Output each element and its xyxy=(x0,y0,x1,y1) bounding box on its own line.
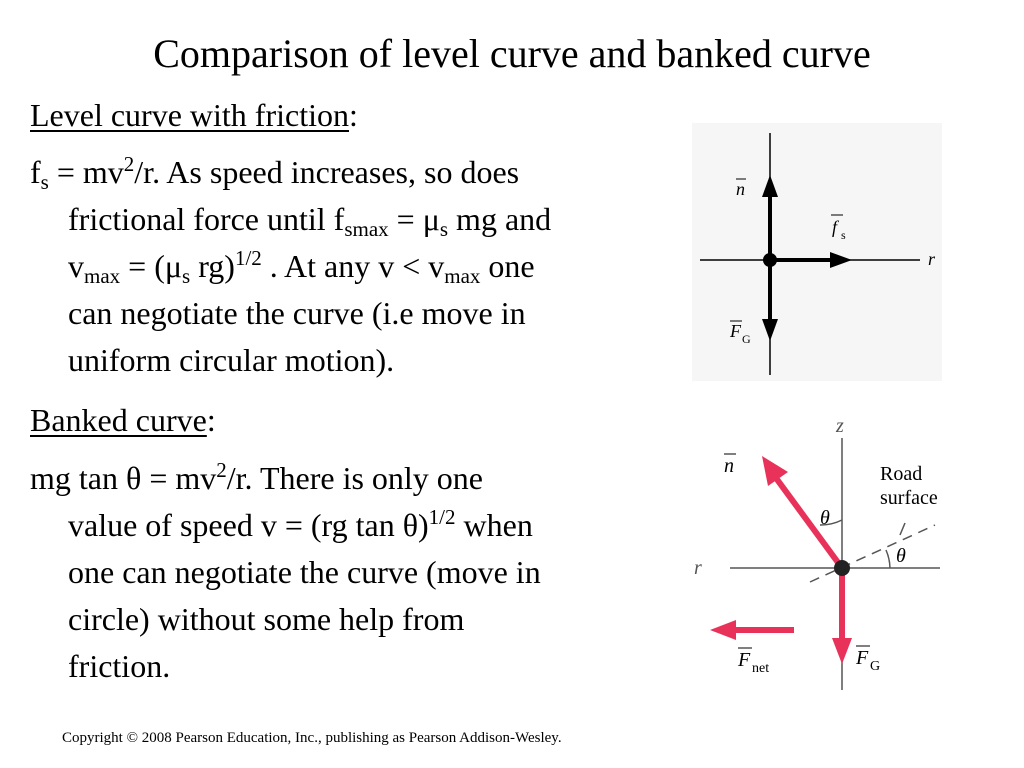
gravity-force-subscript: G xyxy=(870,659,881,674)
banked-line-2 xyxy=(30,502,541,549)
text-f: f xyxy=(30,154,41,190)
level-line-2 xyxy=(30,196,551,243)
sup-half: 1/2 xyxy=(234,246,262,270)
friction-force-label: f xyxy=(832,217,838,237)
level-curve-diagram xyxy=(692,123,942,381)
banked-curve-paragraph xyxy=(30,455,541,690)
text-mg-and: mg and xyxy=(448,201,552,237)
text-when: when xyxy=(455,507,533,543)
figure-overlap-mask xyxy=(648,505,688,595)
gravity-force-label: F xyxy=(730,321,741,341)
slide-title: Comparison of level curve and banked curve xyxy=(153,31,871,76)
level-curve-svg xyxy=(692,123,942,381)
banked-curve-heading-text: Banked curve xyxy=(30,402,207,438)
gravity-force-arrowhead xyxy=(832,638,852,664)
sub-s: s xyxy=(439,217,449,241)
gravity-force-label: F xyxy=(856,647,869,669)
level-curve-heading-colon: : xyxy=(348,97,358,133)
sub-s: s xyxy=(182,264,191,288)
sub-s: s xyxy=(40,170,49,194)
level-line-4: can negotiate the curve (i.e move in xyxy=(68,295,526,331)
sup-2: 2 xyxy=(216,458,227,482)
level-line-5: uniform circular motion). xyxy=(68,342,395,378)
banked-line-4: circle) without some help from xyxy=(68,601,465,637)
gravity-force-arrowhead xyxy=(762,319,778,341)
friction-force-arrowhead xyxy=(830,252,852,268)
level-line-3 xyxy=(30,243,551,290)
r-axis-label: r xyxy=(694,557,702,579)
text-at-any-v: . At any v < v xyxy=(261,248,445,284)
road-label-pointer xyxy=(900,523,905,535)
text-rg: rg) xyxy=(190,248,235,284)
text-v: v xyxy=(68,248,84,284)
net-force-label: F xyxy=(738,649,751,671)
text-mg-tan: mg tan θ = mv xyxy=(30,460,217,496)
normal-force-arrowhead xyxy=(762,175,778,197)
text-frictional-force: frictional force until f xyxy=(68,201,345,237)
net-force-arrowhead xyxy=(710,620,736,640)
theta-arc-surface xyxy=(886,550,890,568)
z-axis-label: z xyxy=(836,415,844,437)
banked-line-1 xyxy=(30,455,541,502)
normal-force-label: n xyxy=(724,455,734,477)
copyright-footer: Copyright © 2008 Pearson Education, Inc., publishing as Pearson Addison-Wesley. xyxy=(62,730,562,746)
gravity-force-subscript: G xyxy=(742,332,751,346)
theta-label-normal: θ xyxy=(820,507,830,529)
banked-curve-diagram xyxy=(690,410,980,700)
section-heading-level-curve xyxy=(30,95,358,135)
figure-overlap-mask xyxy=(677,154,689,334)
sup-half: 1/2 xyxy=(428,505,456,529)
text-speed-increases: /r. As speed increases, so does xyxy=(134,154,520,190)
r-axis-label: r xyxy=(928,249,936,269)
level-line-1 xyxy=(30,149,551,196)
road-surface-label-line1: Road xyxy=(880,463,923,485)
section-heading-banked-curve xyxy=(30,400,216,440)
friction-force-subscript: s xyxy=(841,228,846,242)
sub-max: max xyxy=(444,264,481,288)
level-curve-heading-text: Level curve with friction xyxy=(30,97,349,133)
normal-force-label: n xyxy=(736,179,745,199)
object-dot xyxy=(763,253,777,267)
banked-curve-heading-colon: : xyxy=(206,402,216,438)
text-eq-mv: = mv xyxy=(48,154,124,190)
net-force-subscript: net xyxy=(752,661,770,676)
text-only-one: /r. There is only one xyxy=(226,460,483,496)
road-surface-label-line2: surface xyxy=(880,487,938,509)
object-dot xyxy=(834,560,850,576)
theta-label-surface: θ xyxy=(896,545,906,567)
sup-2: 2 xyxy=(123,152,135,176)
banked-line-5: friction. xyxy=(68,648,171,684)
text-value-of-speed: value of speed v = (rg tan θ) xyxy=(68,507,429,543)
text-eq-mu: = (μ xyxy=(120,248,183,284)
text-eq-mu: = μ xyxy=(388,201,440,237)
text-one: one xyxy=(480,248,535,284)
banked-curve-svg xyxy=(690,410,980,700)
sub-max: max xyxy=(84,264,121,288)
level-curve-paragraph xyxy=(30,149,551,384)
sub-smax: smax xyxy=(344,217,389,241)
banked-line-3: one can negotiate the curve (move in xyxy=(68,554,541,590)
